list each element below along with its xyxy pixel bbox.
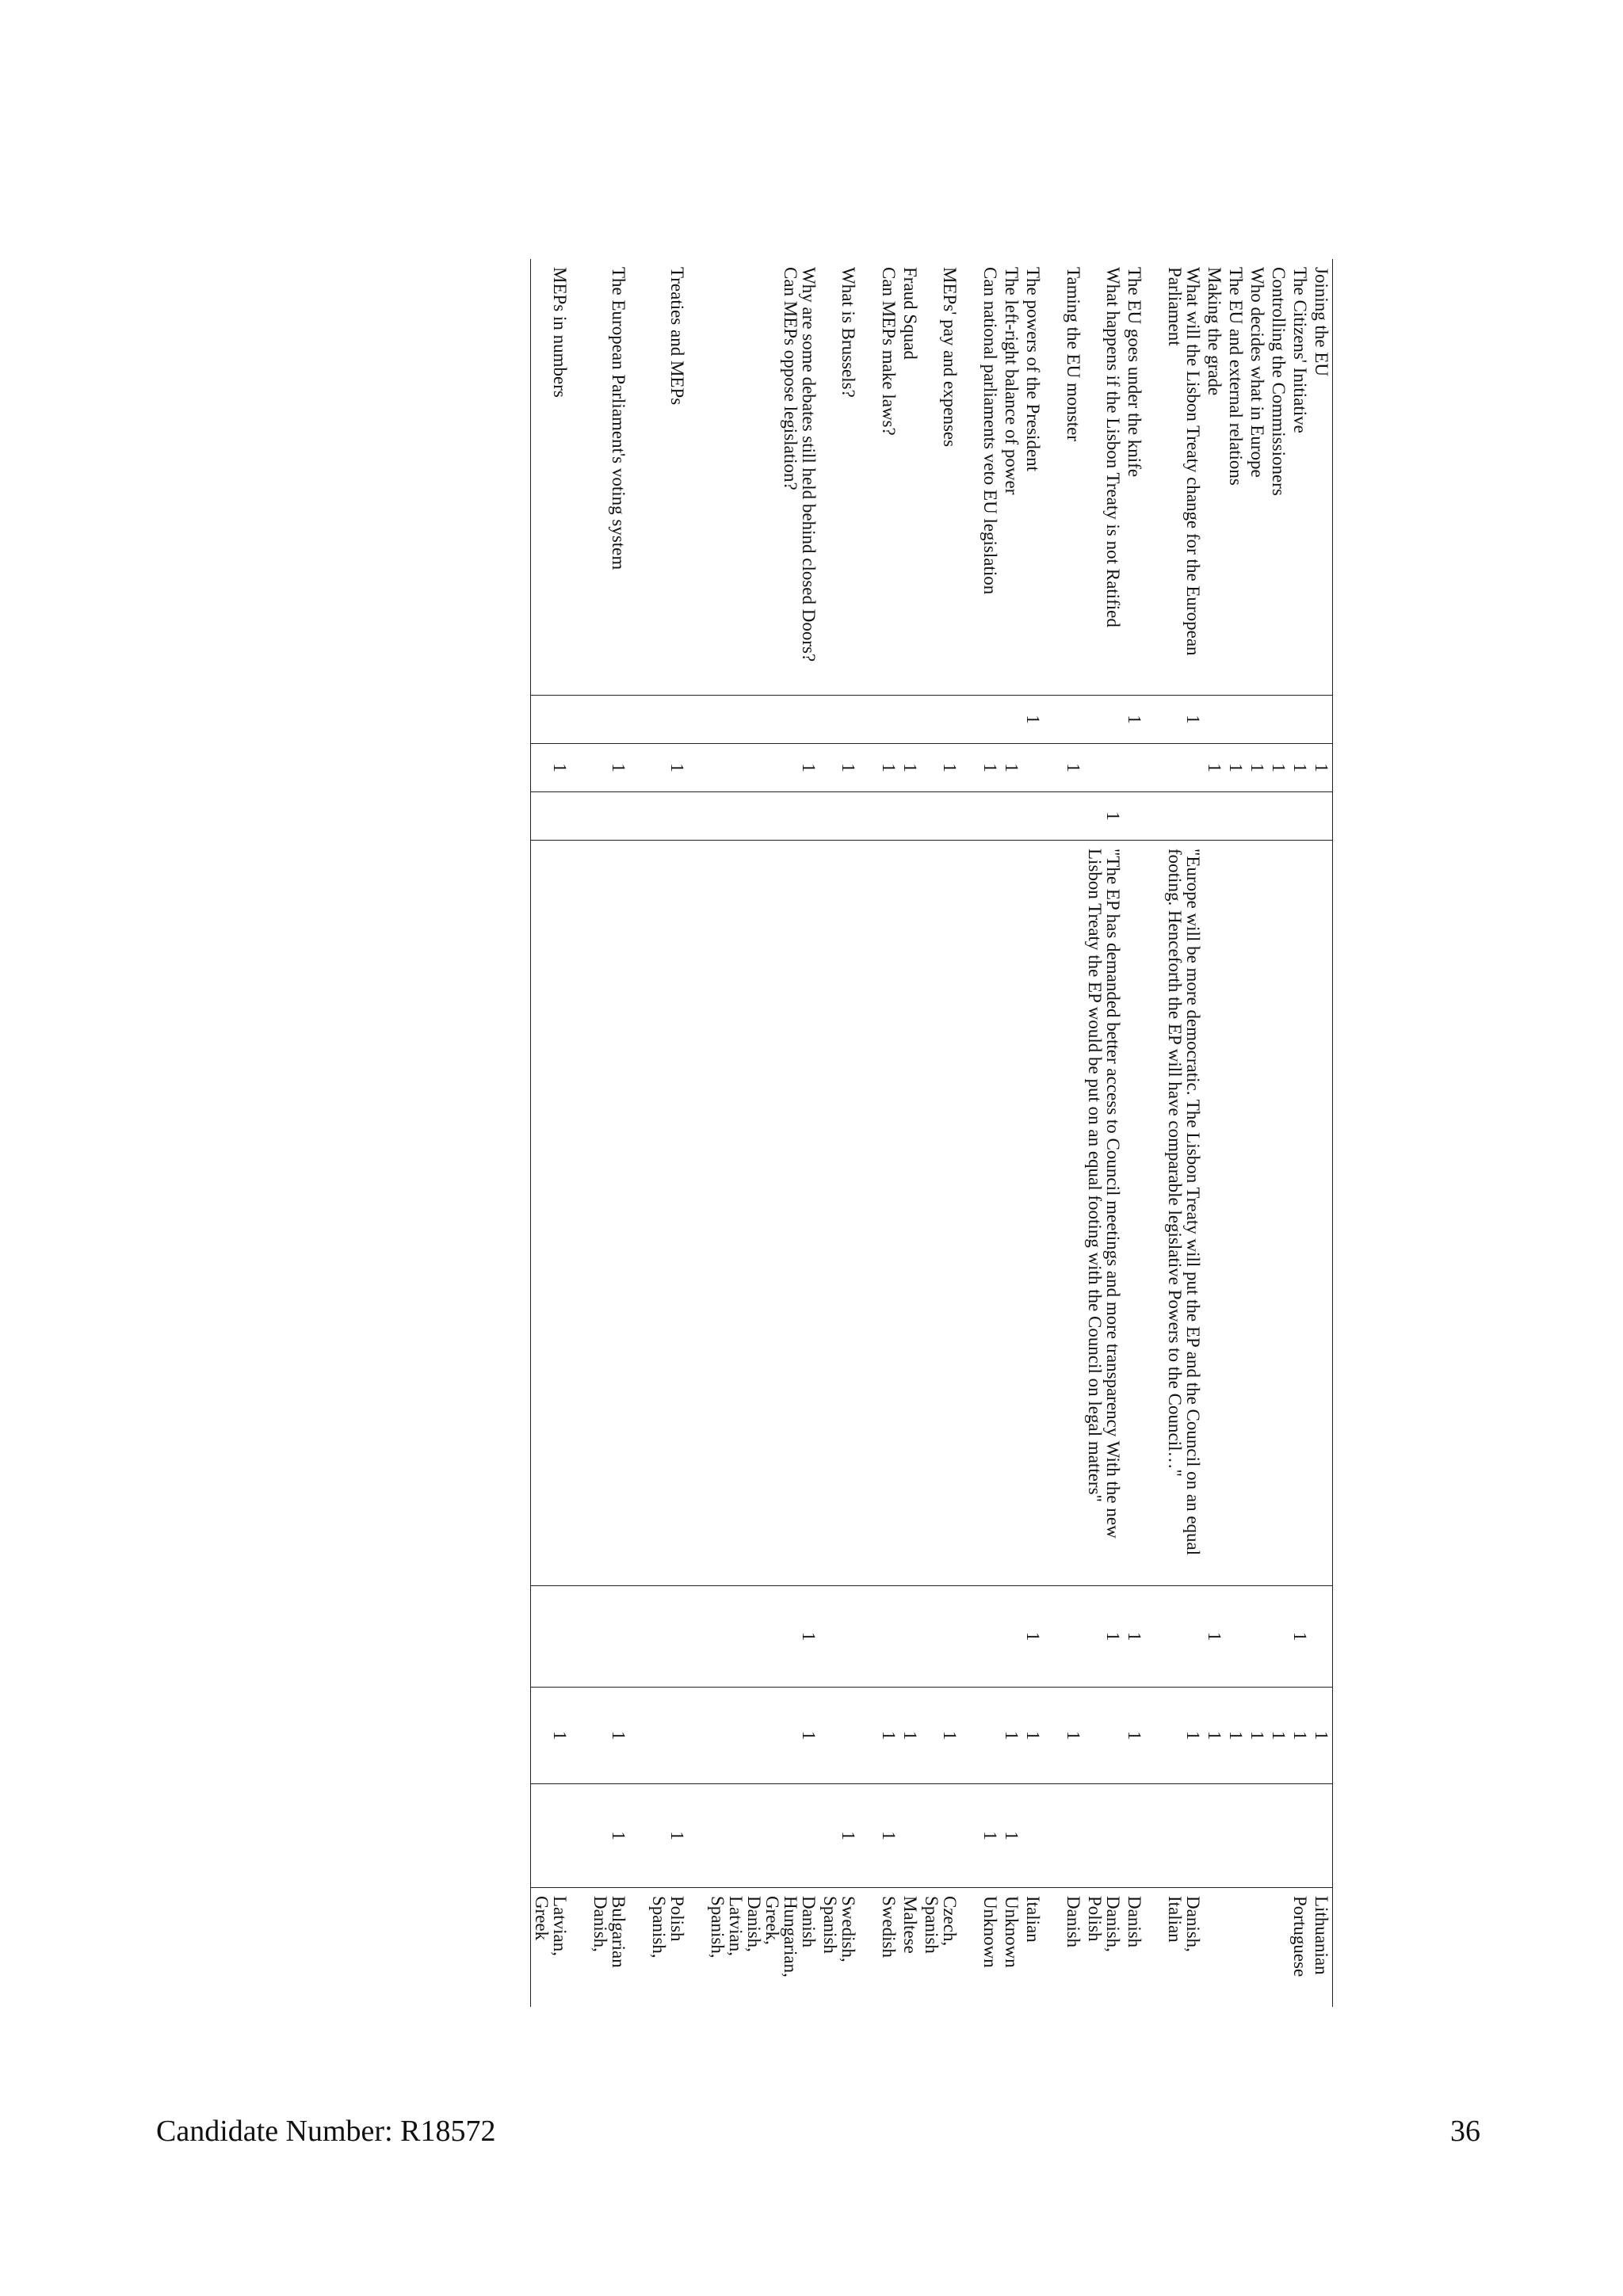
cell-quote: "The EP has demanded better access to Council meetings and more transparency With the new Lisbon Treaty the EP would be put on an equal footing with the Council on legal matters" — [1084, 841, 1124, 1586]
cell-title: Making the grade — [1205, 267, 1224, 396]
cell-quote — [1289, 841, 1311, 1586]
cell-language: Danish Hungarian, Greek, Danish, Latvian, Spanish, — [707, 1888, 819, 2008]
cell-language: Latvian, Greek — [531, 1888, 590, 2008]
cell-count-3 — [1311, 792, 1333, 841]
table-row — [1289, 259, 1311, 2007]
cell-count-6 — [1268, 1784, 1289, 1888]
cell-count-3 — [1124, 792, 1164, 841]
cell-count-5: 1 — [590, 1688, 648, 1784]
cell-quote — [1124, 841, 1164, 1586]
page-number: 36 — [1450, 2115, 1480, 2148]
cell-quote — [1001, 841, 1022, 1586]
cell-quote — [878, 841, 899, 1586]
cell-count-3 — [1022, 792, 1063, 841]
cell-count-4: 1 — [707, 1586, 819, 1688]
cell-count-5: 1 — [1124, 1688, 1164, 1784]
cell-title: Can national parliaments veto EU legislation — [980, 267, 1000, 595]
cell-title: Controlling the Commissioners — [1269, 267, 1289, 496]
cell-count-6: 1 — [878, 1784, 899, 1888]
cell-count-1 — [1247, 696, 1268, 744]
cell-count-2: 1 — [921, 744, 980, 792]
cell-count-1 — [1289, 696, 1311, 744]
cell-count-1 — [1204, 696, 1225, 744]
table-row — [707, 259, 819, 2007]
cell-count-3 — [899, 792, 921, 841]
cell-count-2: 1 — [819, 744, 878, 792]
cell-language: Swedish — [878, 1888, 899, 2008]
cell-language: Maltese — [899, 1888, 921, 2008]
cell-count-5: 1 — [1268, 1688, 1289, 1784]
cell-count-3 — [531, 792, 590, 841]
cell-count-1 — [899, 696, 921, 744]
cell-count-5 — [980, 1688, 1001, 1784]
cell-count-3 — [1268, 792, 1289, 841]
cell-count-4 — [590, 1586, 648, 1688]
cell-count-2 — [1084, 744, 1124, 792]
cell-count-3 — [1204, 792, 1225, 841]
cell-count-6 — [707, 1784, 819, 1888]
cell-count-2: 1 — [590, 744, 648, 792]
cell-title: The powers of the President — [1023, 267, 1043, 472]
cell-quote — [590, 841, 648, 1586]
cell-count-4 — [1001, 1586, 1022, 1688]
cell-count-6: 1 — [819, 1784, 878, 1888]
table-row — [1022, 259, 1063, 2007]
cell-count-6: 1 — [980, 1784, 1001, 1888]
cell-language: Danish, Polish — [1084, 1888, 1124, 2008]
cell-quote — [648, 841, 707, 1586]
cell-quote — [980, 841, 1001, 1586]
cell-title: What is Brussels? — [838, 267, 858, 398]
cell-count-4 — [819, 1586, 878, 1688]
cell-count-3 — [707, 792, 819, 841]
cell-count-6: 1 — [1001, 1784, 1022, 1888]
cell-count-5: 1 — [1001, 1688, 1022, 1784]
cell-count-6 — [1063, 1784, 1084, 1888]
cell-language: Polish Spanish, — [648, 1888, 707, 2008]
cell-count-2: 1 — [1311, 744, 1333, 792]
cell-language: Czech, Spanish — [921, 1888, 980, 2008]
cell-count-3 — [1164, 792, 1204, 841]
cell-count-6 — [1204, 1784, 1225, 1888]
cell-count-4 — [1225, 1586, 1247, 1688]
cell-count-2: 1 — [980, 744, 1001, 792]
cell-count-1: 1 — [1124, 696, 1164, 744]
cell-count-5: 1 — [878, 1688, 899, 1784]
cell-count-5: 1 — [1247, 1688, 1268, 1784]
table-row — [1124, 259, 1164, 2007]
cell-count-6 — [1225, 1784, 1247, 1888]
cell-quote — [819, 841, 878, 1586]
cell-title: The Citizens' Initiative — [1290, 267, 1310, 433]
cell-language: Lithuanian — [1311, 1888, 1333, 2008]
cell-count-3 — [1247, 792, 1268, 841]
cell-language: Portuguese — [1289, 1888, 1311, 2008]
cell-count-5 — [1084, 1688, 1124, 1784]
cell-quote — [1311, 841, 1333, 1586]
cell-count-2 — [1164, 744, 1204, 792]
cell-count-4: 1 — [1084, 1586, 1124, 1688]
table-row — [1063, 259, 1084, 2007]
cell-count-2: 1 — [1204, 744, 1225, 792]
cell-count-4 — [531, 1586, 590, 1688]
cell-title: The left-right balance of power — [1002, 267, 1022, 495]
cell-count-2: 1 — [878, 744, 899, 792]
table-row — [1084, 259, 1124, 2007]
cell-count-4: 1 — [1204, 1586, 1225, 1688]
cell-count-4 — [878, 1586, 899, 1688]
cell-count-1 — [1084, 696, 1124, 744]
cell-count-1 — [531, 696, 590, 744]
cell-count-6 — [1289, 1784, 1311, 1888]
table-row — [1164, 259, 1204, 2007]
cell-title: Can MEPs make laws? — [879, 267, 899, 436]
cell-count-6 — [1124, 1784, 1164, 1888]
table-row — [921, 259, 980, 2007]
cell-count-4 — [1247, 1586, 1268, 1688]
cell-count-1 — [1001, 696, 1022, 744]
cell-count-5: 1 — [899, 1688, 921, 1784]
table-row — [980, 259, 1001, 2007]
cell-count-3 — [819, 792, 878, 841]
cell-count-5: 1 — [531, 1688, 590, 1784]
cell-language — [1225, 1888, 1247, 2008]
cell-count-2: 1 — [1289, 744, 1311, 792]
cell-title: Joining the EU — [1311, 259, 1333, 696]
cell-quote — [1022, 841, 1063, 1586]
cell-count-3 — [878, 792, 899, 841]
cell-count-5 — [648, 1688, 707, 1784]
cell-title: Taming the EU monster — [1064, 267, 1083, 442]
cell-quote — [707, 841, 819, 1586]
cell-title: Who decides what in Europe — [1247, 267, 1267, 478]
cell-language: Danish — [1124, 1888, 1164, 2008]
cell-count-1 — [921, 696, 980, 744]
cell-quote: "Europe will be more democratic. The Lisbon Treaty will put the EP and the Council on an equal footing. Henceforth the EP will have comparable legislative Powers to the Council…" — [1164, 841, 1204, 1586]
cell-count-3 — [1063, 792, 1084, 841]
cell-count-2: 1 — [1268, 744, 1289, 792]
cell-quote — [921, 841, 980, 1586]
cell-title: The EU and external relations — [1226, 267, 1246, 486]
cell-count-2: 1 — [1001, 744, 1022, 792]
cell-quote — [1225, 841, 1247, 1586]
cell-count-3 — [1289, 792, 1311, 841]
cell-title: MEPs' pay and expenses — [940, 267, 960, 448]
cell-title: What will the Lisbon Treaty change for the European Parliament — [1165, 267, 1203, 656]
cell-count-4: 1 — [1289, 1586, 1311, 1688]
cell-quote — [1204, 841, 1225, 1586]
cell-count-3 — [1001, 792, 1022, 841]
cell-count-2: 1 — [1225, 744, 1247, 792]
table-row — [899, 259, 921, 2007]
cell-count-6: 1 — [590, 1784, 648, 1888]
cell-quote — [1268, 841, 1289, 1586]
cell-count-1 — [1268, 696, 1289, 744]
cell-count-4: 1 — [1022, 1586, 1063, 1688]
cell-count-1 — [590, 696, 648, 744]
cell-language: Italian — [1022, 1888, 1063, 2008]
cell-count-6 — [1164, 1784, 1204, 1888]
cell-language: Unknown — [1001, 1888, 1022, 2008]
cell-language: Unknown — [980, 1888, 1001, 2008]
cell-language: Danish — [1063, 1888, 1084, 2008]
cell-count-4 — [1311, 1586, 1333, 1688]
cell-count-2 — [1124, 744, 1164, 792]
cell-count-1 — [980, 696, 1001, 744]
cell-count-1 — [707, 696, 819, 744]
cell-language: Swedish, Spanish — [819, 1888, 878, 2008]
cell-title: Fraud Squad — [900, 267, 920, 360]
cell-count-5 — [819, 1688, 878, 1784]
cell-count-3 — [648, 792, 707, 841]
table-row — [1001, 259, 1022, 2007]
cell-count-4 — [1268, 1586, 1289, 1688]
cell-language — [1268, 1888, 1289, 2008]
cell-count-1 — [1063, 696, 1084, 744]
cell-title: What happens if the Lisbon Treaty is not Ratified — [1103, 267, 1123, 627]
cell-count-5: 1 — [1063, 1688, 1084, 1784]
cell-count-1: 1 — [1022, 696, 1063, 744]
cell-count-2: 1 — [1247, 744, 1268, 792]
cell-count-3 — [590, 792, 648, 841]
table-row — [1204, 259, 1225, 2007]
cell-count-2: 1 — [1063, 744, 1084, 792]
cell-count-4 — [921, 1586, 980, 1688]
cell-count-6 — [1022, 1784, 1063, 1888]
cell-count-3 — [921, 792, 980, 841]
cell-count-6 — [921, 1784, 980, 1888]
table-row — [1268, 259, 1289, 2007]
rotated-table — [347, 259, 1333, 1978]
cell-language — [1204, 1888, 1225, 2008]
cell-count-1 — [819, 696, 878, 744]
cell-quote — [1063, 841, 1084, 1586]
cell-count-5: 1 — [1289, 1688, 1311, 1784]
cell-count-6 — [899, 1784, 921, 1888]
cell-count-1 — [1225, 696, 1247, 744]
cell-count-3 — [1225, 792, 1247, 841]
cell-count-2: 1 — [531, 744, 590, 792]
cell-title: Why are some debates still held behind closed Doors? Can MEPs oppose legislation? — [781, 267, 819, 662]
cell-count-6: 1 — [648, 1784, 707, 1888]
cell-count-1 — [1311, 696, 1333, 744]
candidate-number: Candidate Number: R18572 — [156, 2115, 496, 2148]
cell-count-4 — [648, 1586, 707, 1688]
cell-title: MEPs in numbers — [531, 259, 590, 696]
cell-count-5: 1 — [1311, 1688, 1333, 1784]
cell-count-5: 1 — [1204, 1688, 1225, 1784]
cell-count-2: 1 — [648, 744, 707, 792]
table-row — [1311, 259, 1333, 2007]
table-row — [531, 259, 590, 2007]
table-row — [819, 259, 878, 2007]
cell-count-1 — [648, 696, 707, 744]
cell-count-5: 1 — [1022, 1688, 1063, 1784]
table-row — [590, 259, 648, 2007]
table-row — [878, 259, 899, 2007]
cell-quote — [531, 841, 590, 1586]
cell-language: Danish, Italian — [1164, 1888, 1204, 2008]
cell-quote — [1247, 841, 1268, 1586]
cell-title: The European Parliament's voting system — [609, 267, 628, 570]
cell-quote — [899, 841, 921, 1586]
cell-language — [1247, 1888, 1268, 2008]
table-body — [531, 259, 1333, 2007]
cell-count-6 — [1084, 1784, 1124, 1888]
cell-count-5: 1 — [1225, 1688, 1247, 1784]
cell-count-2: 1 — [899, 744, 921, 792]
cell-count-2: 1 — [707, 744, 819, 792]
cell-count-6 — [1311, 1784, 1333, 1888]
cell-title: The EU goes under the knife — [1125, 267, 1144, 478]
cell-count-4 — [899, 1586, 921, 1688]
table-row — [1225, 259, 1247, 2007]
cell-language: Bulgarian Danish, — [590, 1888, 648, 2008]
cell-count-6 — [531, 1784, 590, 1888]
cell-count-5: 1 — [921, 1688, 980, 1784]
cell-count-1: 1 — [1164, 696, 1204, 744]
cell-count-6 — [1247, 1784, 1268, 1888]
cell-title: Treaties and MEPs — [667, 267, 687, 406]
cell-count-5: 1 — [1164, 1688, 1204, 1784]
cell-count-2 — [1022, 744, 1063, 792]
cell-count-1 — [878, 696, 899, 744]
cell-count-4 — [1063, 1586, 1084, 1688]
table-row — [648, 259, 707, 2007]
cell-count-3: 1 — [1084, 792, 1124, 841]
cell-count-4: 1 — [1124, 1586, 1164, 1688]
cell-count-3 — [980, 792, 1001, 841]
coding-table — [530, 259, 1333, 2007]
cell-count-4 — [980, 1586, 1001, 1688]
cell-count-5: 1 — [707, 1688, 819, 1784]
cell-count-4 — [1164, 1586, 1204, 1688]
table-row — [1247, 259, 1268, 2007]
